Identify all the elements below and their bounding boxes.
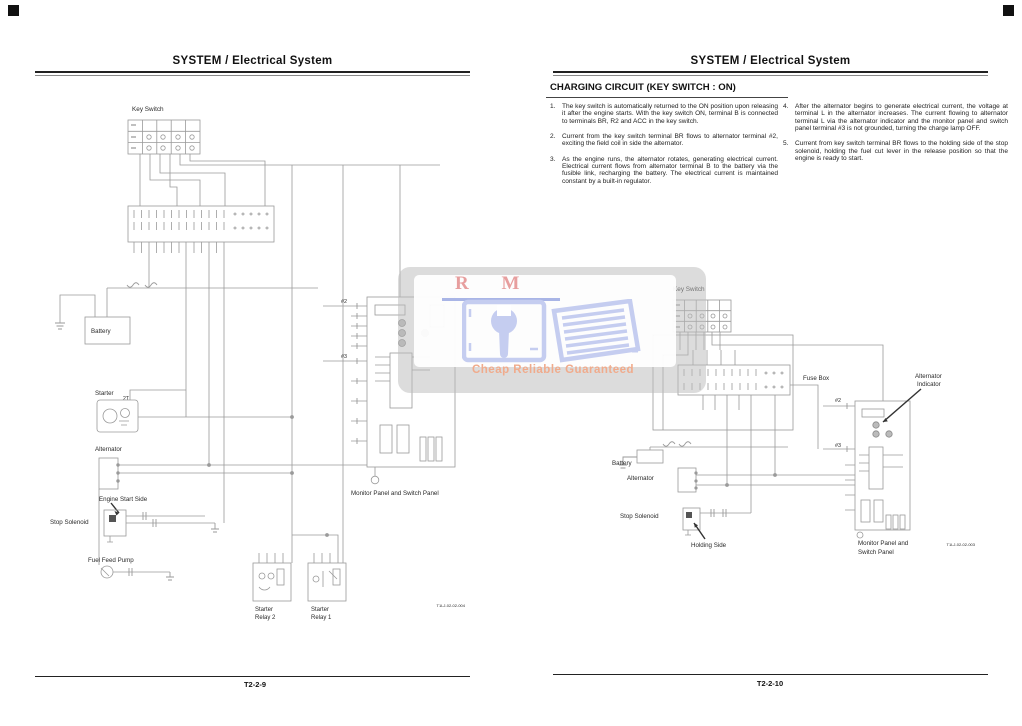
item-text: After the alternator begins to generate electrical current, the voltage at terminal L in the alternator increases. The current flowing to alternator terminal L via the alternator indicator and the monitor panel and switch panel terminal #3 is not grounded, turning the charge lamp OFF. bbox=[795, 103, 1008, 133]
right-terminal3-label: #3 bbox=[835, 443, 841, 449]
left-fuse-strip-symbol bbox=[128, 206, 274, 242]
right-alternator-label: Alternator bbox=[627, 475, 654, 482]
section-title: CHARGING CIRCUIT (KEY SWITCH : ON) bbox=[550, 82, 736, 93]
right-battery-label: Battery bbox=[612, 460, 632, 467]
right-terminal2-label: #2 bbox=[835, 398, 841, 404]
numbered-item-2 bbox=[550, 133, 778, 148]
text-column-right bbox=[783, 103, 1008, 170]
right-holding-side-label: Holding Side bbox=[691, 542, 727, 549]
left-figure-code: T1LJ-02-02-004 bbox=[436, 603, 465, 608]
corner-mark-right bbox=[1003, 5, 1014, 16]
watermark-graphic bbox=[462, 299, 642, 363]
watermark-letters: R M bbox=[455, 273, 534, 294]
right-page-number: T2-2-10 bbox=[756, 679, 784, 688]
left-starter-relay1-symbol bbox=[308, 553, 346, 601]
item-text: Current from the key switch terminal BR flows to alternator terminal #2, exciting the field coil in side the alternator. bbox=[562, 133, 778, 148]
numbered-item-3 bbox=[550, 156, 778, 185]
alternator-indicator-label-l2: Indicator bbox=[917, 381, 941, 388]
item-text: Current from key switch terminal BR flows to the holding side of the stop solenoid, holding the fuel cut lever in the release position so that the engine is ready to start. bbox=[795, 140, 1008, 163]
corner-mark-left bbox=[8, 5, 19, 16]
left-alternator-symbol bbox=[99, 458, 119, 489]
left-fuel-feed-pump-label: Fuel Feed Pump bbox=[88, 557, 134, 564]
left-starter-symbol bbox=[97, 400, 138, 432]
numbered-item-4 bbox=[783, 103, 1008, 132]
left-monitor-panel-label: Monitor Panel and Switch Panel bbox=[351, 490, 439, 497]
item-number: 1. bbox=[550, 103, 556, 110]
left-starter-label: Starter bbox=[95, 390, 114, 397]
item-number: 5. bbox=[783, 140, 789, 148]
left-relay1-label-l2: Relay 1 bbox=[311, 615, 332, 621]
left-relay1-label-l1: Starter bbox=[311, 607, 330, 613]
left-fuel-feed-pump-symbol bbox=[101, 566, 113, 578]
left-relay2-label-l2: Relay 2 bbox=[255, 615, 276, 621]
wrench-icon bbox=[464, 302, 544, 360]
item-text: The key switch is automatically returned to the ON position upon releasing it after the engine starts. With the key switch ON, terminal B is connected to terminals BR, R2 and ACC in the key switch. bbox=[562, 103, 778, 125]
left-footer-rule bbox=[35, 676, 470, 677]
right-monitor-panel-label-l1: Monitor Panel and bbox=[858, 540, 909, 547]
left-stop-solenoid-symbol bbox=[104, 510, 126, 542]
left-terminal2-label: #2 bbox=[341, 299, 347, 305]
right-monitor-panel-symbol bbox=[841, 401, 910, 538]
alternator-indicator-label-l1: Alternator bbox=[915, 373, 942, 380]
left-relay2-label-l1: Starter bbox=[255, 607, 274, 613]
left-starter-relay2-symbol bbox=[253, 553, 291, 601]
numbered-item-1 bbox=[550, 103, 778, 125]
left-key-switch-symbol bbox=[128, 120, 200, 154]
left-key-switch-label: Key Switch bbox=[132, 106, 164, 113]
right-stop-solenoid-symbol bbox=[683, 508, 700, 535]
left-stop-solenoid-label: Stop Solenoid bbox=[50, 519, 89, 526]
left-alternator-label: Alternator bbox=[95, 446, 122, 453]
item-number: 2. bbox=[550, 133, 556, 141]
text-column-left bbox=[550, 103, 778, 193]
item-number: 4. bbox=[783, 103, 789, 110]
watermark-overlay bbox=[398, 267, 706, 393]
right-page-header: SYSTEM / Electrical System bbox=[690, 55, 851, 67]
right-stop-solenoid-label: Stop Solenoid bbox=[620, 513, 659, 520]
item-number: 3. bbox=[550, 155, 556, 163]
left-page-number: T2-2-9 bbox=[243, 680, 267, 689]
left-terminal3-label: #3 bbox=[341, 354, 347, 360]
right-header-rule bbox=[553, 71, 988, 76]
right-fuse-box-label: Fuse Box bbox=[803, 375, 830, 382]
left-header-rule bbox=[35, 71, 470, 76]
left-page-header: SYSTEM / Electrical System bbox=[172, 55, 333, 67]
left-battery-label: Battery bbox=[91, 328, 111, 335]
numbered-item-5 bbox=[783, 140, 1008, 162]
right-monitor-panel-label-l2: Switch Panel bbox=[858, 549, 894, 556]
right-alternator-symbol bbox=[678, 468, 697, 492]
book-pages-icon bbox=[554, 301, 638, 360]
item-text: As the engine runs, the alternator rotates, generating electrical current. Electrical current flows from alternator terminal B to the battery via the fusible link, recharging the battery. The electrical current is maintained constant by a built-in regulator. bbox=[562, 155, 778, 185]
section-title-rule bbox=[546, 97, 788, 98]
left-starter-2t-label: 2T bbox=[123, 396, 130, 402]
right-footer-rule bbox=[553, 674, 988, 675]
watermark-tagline: Cheap Reliable Guaranteed bbox=[471, 364, 635, 376]
left-engine-start-side-label: Engine Start Side bbox=[99, 496, 148, 503]
right-figure-code: T1LJ-02-02-003 bbox=[946, 542, 975, 547]
